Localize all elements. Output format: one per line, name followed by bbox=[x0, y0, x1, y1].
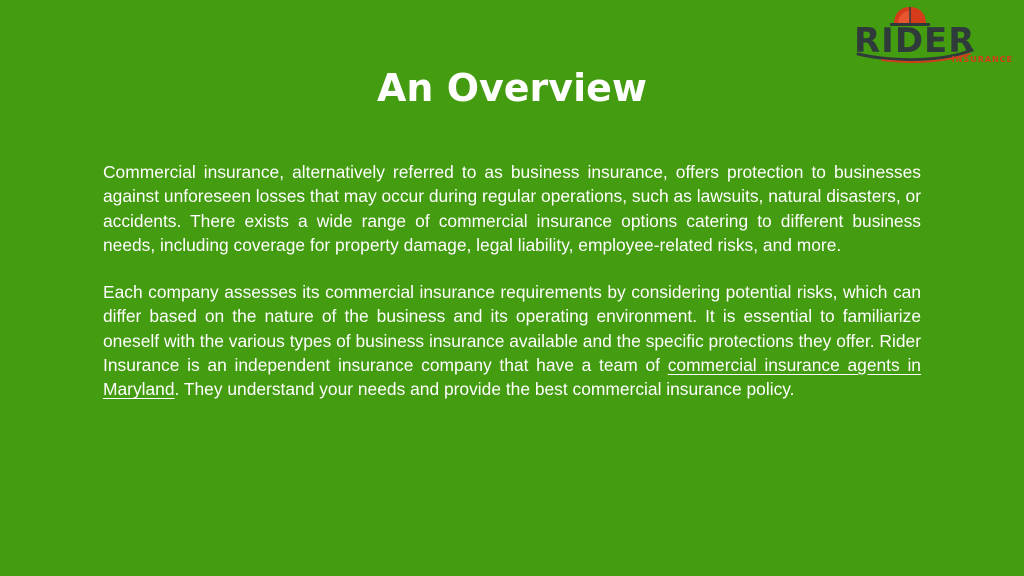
paragraph-intro: Commercial insurance, alternatively referred to as business insurance, offers protection to businesses against unforeseen losses that may occur during regular operations, such as lawsuits, natural disasters, or accidents. There exists a wide range of commercial insurance options catering to different business needs, including coverage for property damage, legal liability, employee-related risks, and more. bbox=[103, 162, 921, 255]
logo-tagline: INSURANCE bbox=[951, 55, 1013, 64]
commercial-insurance-agents-link[interactable]: commercial insurance agents in Maryland bbox=[103, 355, 921, 400]
logo-wordmark: RIDER bbox=[854, 21, 976, 61]
paragraph-details-text-end: . They understand your needs and provide the best commercial insurance policy. bbox=[174, 379, 795, 400]
rider-insurance-logo bbox=[852, 4, 1020, 66]
paragraph-details bbox=[103, 280, 921, 401]
body-content bbox=[103, 160, 921, 402]
paragraph-details-text-start: Each company assesses its commercial insurance requirements by considering potential risks, which can differ based on the nature of the business and its operating environment. It is essential to familiarize oneself with the various types of business insurance available and the specific protections they offer. Rider Insurance is an independent insurance company that have a team of bbox=[103, 282, 921, 376]
page-title: An Overview bbox=[377, 66, 647, 110]
